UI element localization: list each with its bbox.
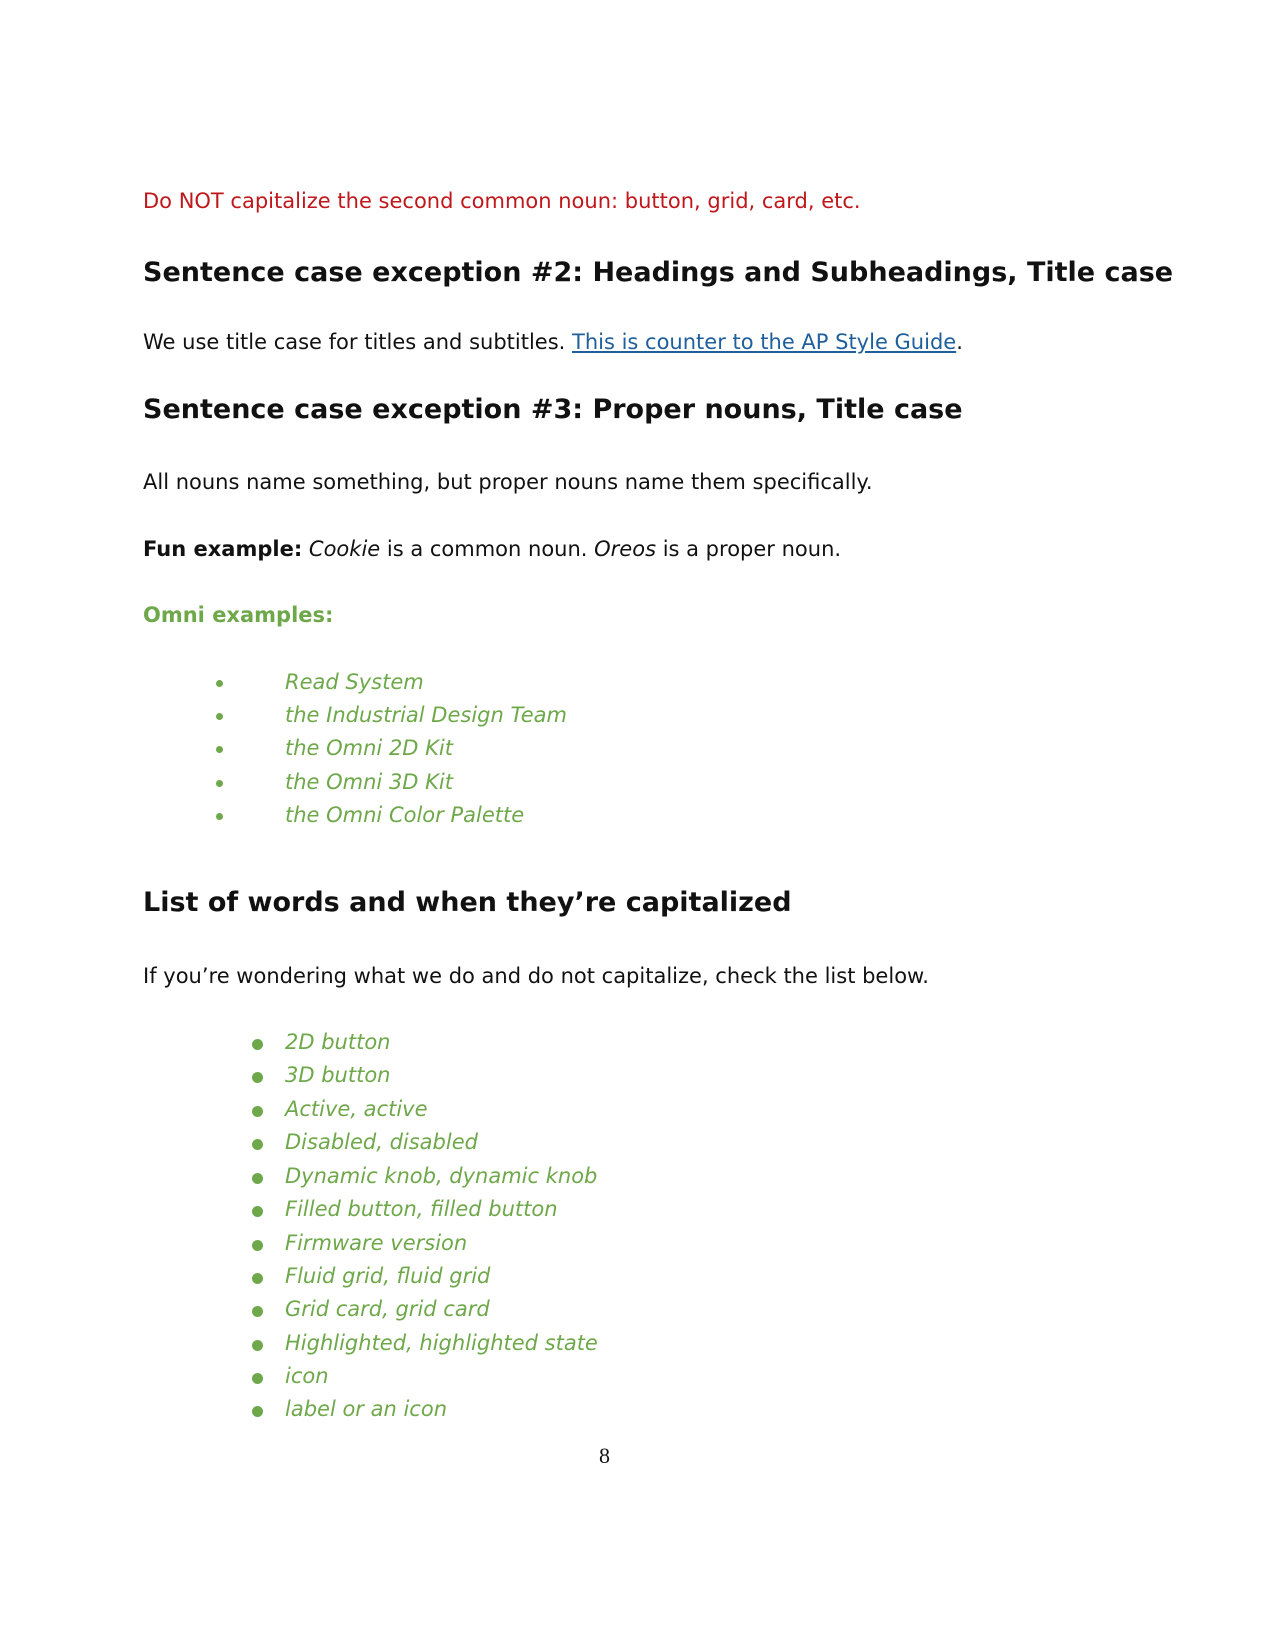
bullet-icon [252,1206,263,1217]
bullet-icon [252,1139,263,1150]
ap-style-guide-link[interactable]: This is counter to the AP Style Guide [572,330,957,354]
list-item: Dynamic knob, dynamic knob [285,1164,598,1188]
words-intro-paragraph: If you’re wondering what we do and do not capitalize, check the list below. [143,964,929,988]
red-note: Do NOT capitalize the second common noun: button, grid, card, etc. [143,189,861,213]
list-item: the Omni 3D Kit [285,770,453,794]
bullet-icon [252,1406,263,1417]
list-item: the Omni Color Palette [285,803,525,827]
list-item: 3D button [285,1063,391,1087]
list-item: 2D button [285,1030,391,1054]
bullet-icon [252,1273,263,1284]
list-item: icon [285,1364,329,1388]
fun-example-label: Fun example: [143,537,303,561]
list-item: Highlighted, highlighted state [285,1331,598,1355]
list-item: label or an icon [285,1397,448,1421]
bullet-icon [216,746,223,753]
list-item: the Industrial Design Team [285,703,567,727]
fun-example-text-2: is a proper noun. [656,537,842,561]
list-item: Filled button, filled button [285,1197,558,1221]
bullet-icon [252,1240,263,1251]
bullet-icon [252,1173,263,1184]
heading-exception-2: Sentence case exception #2: Headings and Subheadings, Title case [143,257,1174,288]
list-item: Active, active [285,1097,428,1121]
bullet-icon [252,1072,263,1083]
bullet-icon [252,1306,263,1317]
title-case-lead: We use title case for titles and subtitles. [143,330,572,354]
bullet-icon [216,780,223,787]
heading-exception-3: Sentence case exception #3: Proper nouns, Title case [143,394,963,425]
bullet-icon [252,1340,263,1351]
list-item: Fluid grid, fluid grid [285,1264,491,1288]
page-number: 8 [599,1443,610,1468]
bullet-icon [252,1039,263,1050]
list-item: Disabled, disabled [285,1130,478,1154]
heading-words-list: List of words and when they’re capitalized [143,887,792,918]
bullet-icon [216,680,223,687]
bullet-icon [216,813,223,820]
bullet-icon [252,1106,263,1117]
title-case-paragraph [143,330,963,354]
bullet-icon [252,1373,263,1384]
fun-example-paragraph [143,537,841,561]
list-item: Grid card, grid card [285,1297,490,1321]
fun-example-word-cookie: Cookie [308,537,381,561]
list-item: Read System [285,670,424,694]
omni-examples-label: Omni examples: [143,603,334,627]
proper-nouns-paragraph: All nouns name something, but proper nouns name them specifically. [143,470,873,494]
bullet-icon [216,713,223,720]
fun-example-word-oreos: Oreos [594,537,657,561]
title-case-trail: . [956,330,963,354]
fun-example-text-1: is a common noun. [380,537,595,561]
list-item: Firmware version [285,1231,468,1255]
list-item: the Omni 2D Kit [285,736,453,760]
